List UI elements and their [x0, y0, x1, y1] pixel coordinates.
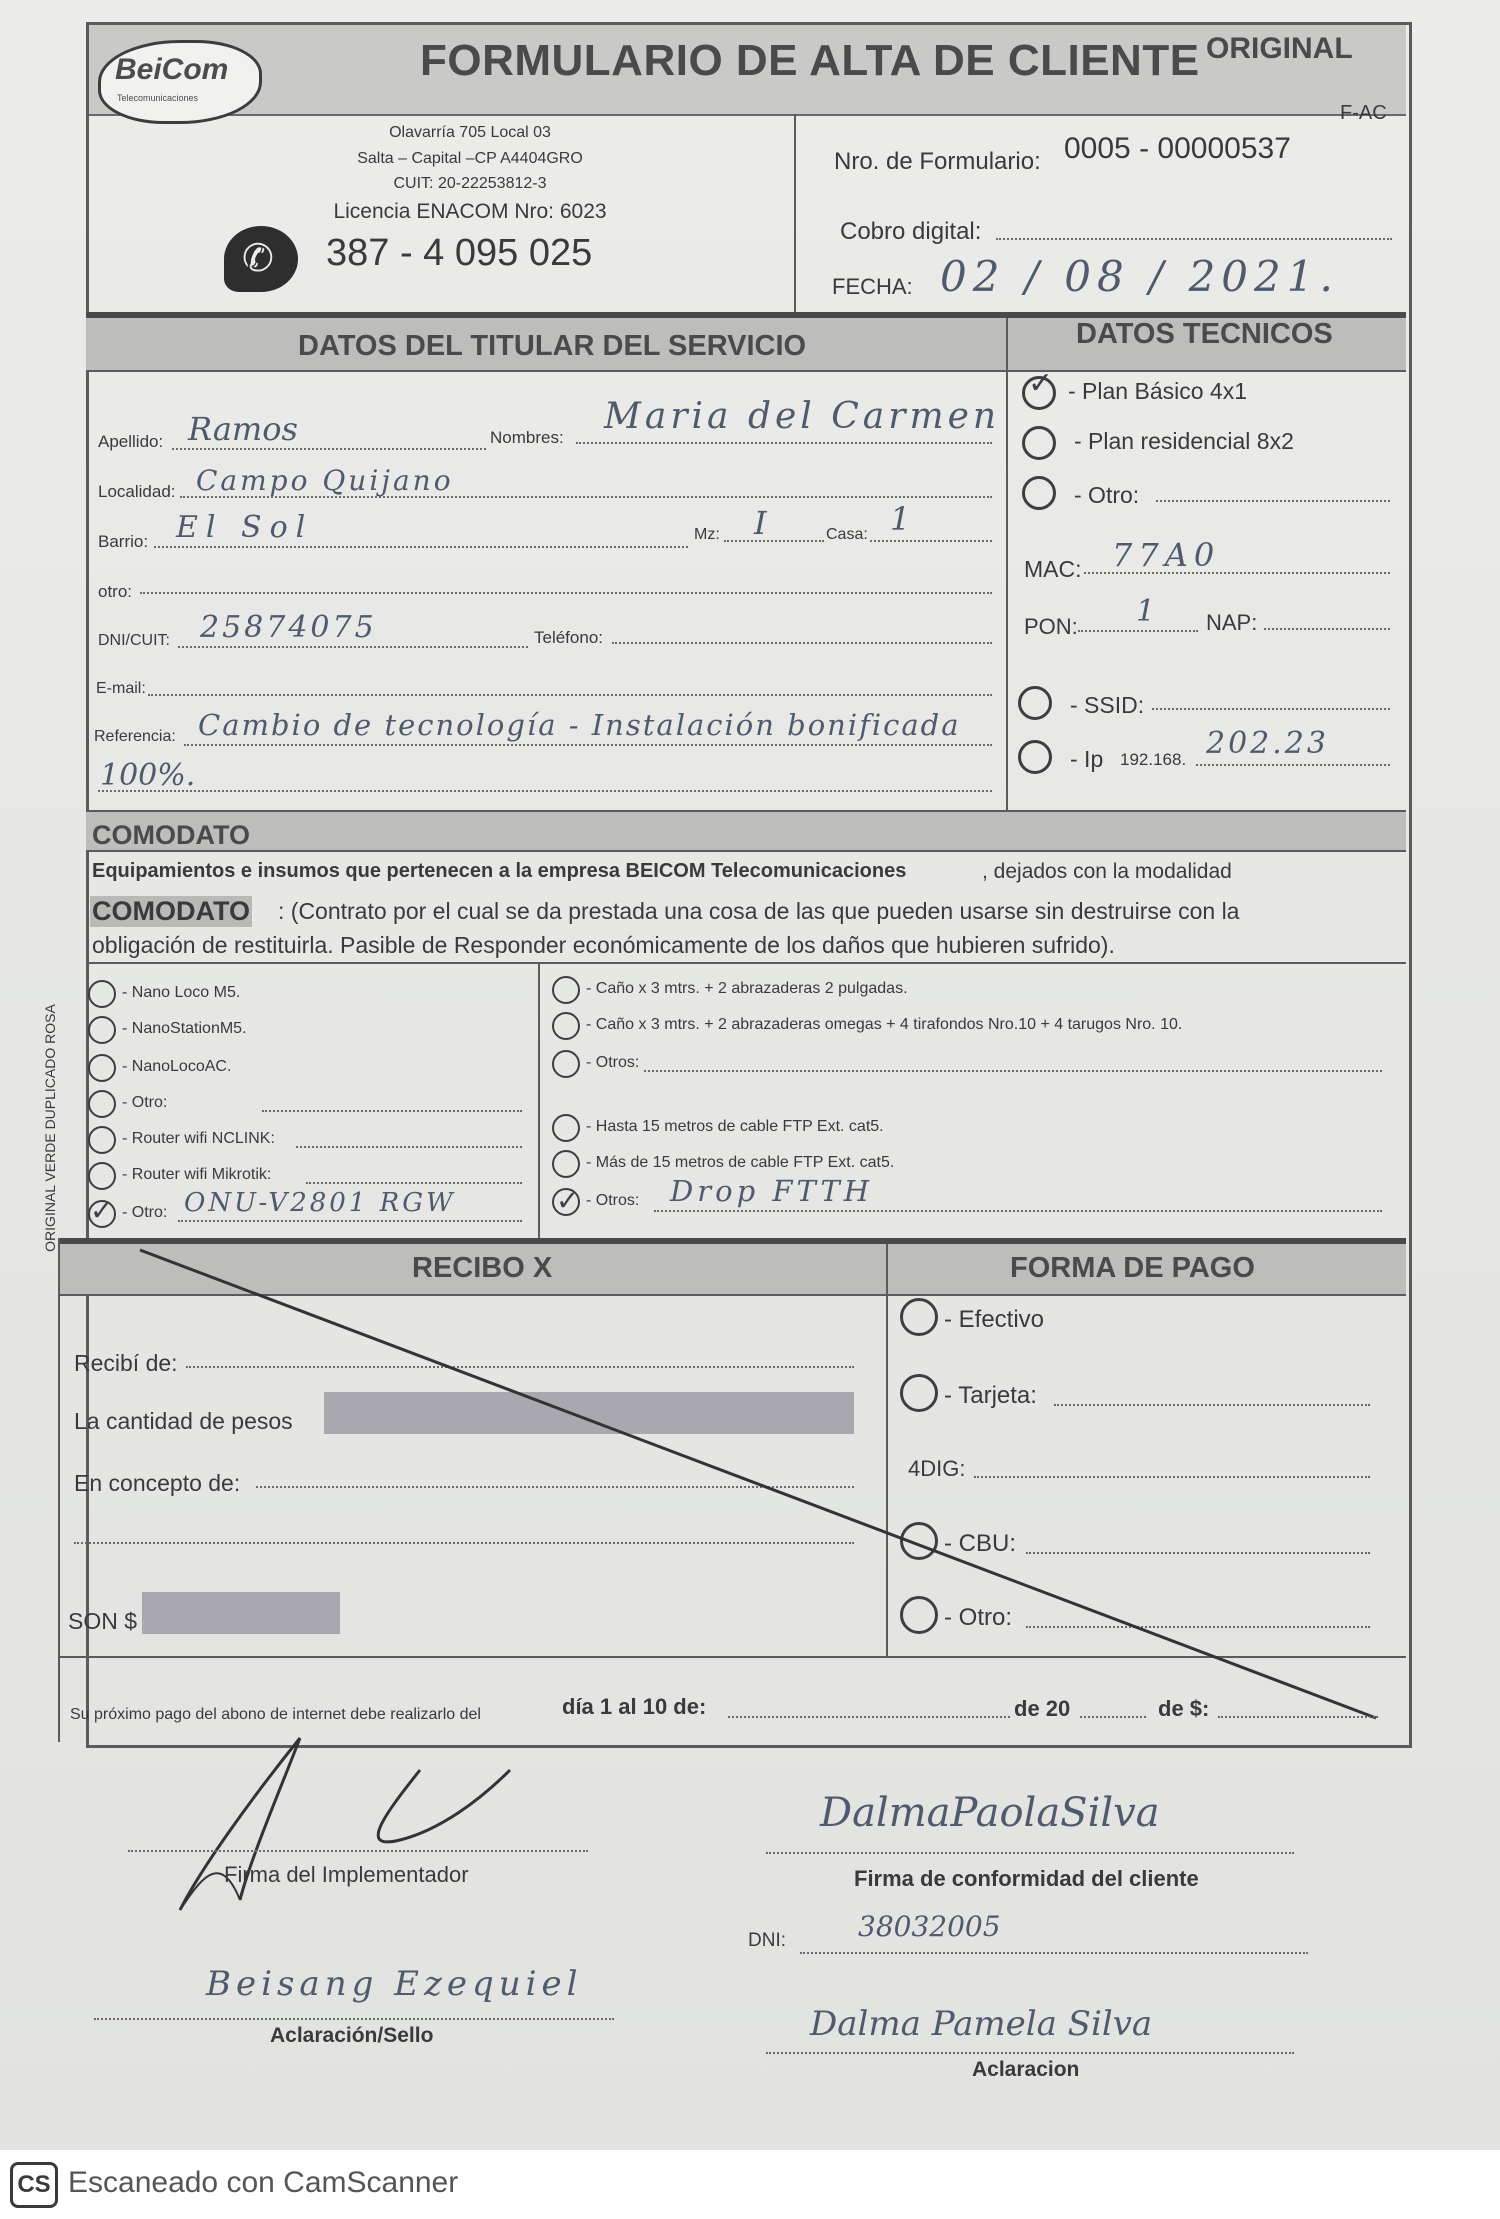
right-otros-check: ✓	[556, 1184, 580, 1217]
dni-firma-label: DNI:	[748, 1930, 786, 1951]
otro-label: otro:	[98, 582, 133, 601]
comodato-left-item-label-1: - NanoStationM5.	[122, 1020, 247, 1037]
cliente-label: Firma de conformidad del cliente	[854, 1866, 1199, 1891]
casa-value: 1	[890, 500, 911, 538]
copy-label: ORIGINAL	[1206, 32, 1353, 65]
comodato-left-item-label-2: - NanoLocoAC.	[122, 1058, 232, 1075]
casa-label: Casa:	[826, 526, 868, 543]
fecha-value: 02 / 08 / 2021.	[940, 252, 1339, 301]
implementador-line	[128, 1850, 588, 1852]
dni-cuit-label: DNI/CUIT:	[98, 632, 170, 649]
pon-value: 1	[1136, 594, 1156, 629]
comodato-left-item-label-3: - Otro:	[122, 1094, 168, 1111]
aclaracion-label: Aclaracion	[972, 2058, 1080, 2081]
comodato-right-item-label-5: - Otros:	[586, 1192, 640, 1209]
referencia-label: Referencia:	[94, 728, 176, 745]
right-otros-value: Drop FTTH	[670, 1174, 873, 1208]
apellido-value: Ramos	[188, 410, 298, 448]
comodato-definition-2: obligación de restituirla. Pasible de Responder económicamente de los daños que hubieren sufrido).	[92, 932, 1115, 958]
tecnicos-title: DATOS TECNICOS	[1076, 318, 1333, 350]
tarjeta-label: - Tarjeta:	[944, 1382, 1037, 1409]
otro-pago-label: - Otro:	[944, 1604, 1013, 1631]
comodato-left-item-label-5: - Router wifi Mikrotik:	[122, 1166, 272, 1183]
phone-number: 387 - 4 095 025	[326, 232, 593, 274]
efectivo-label: - Efectivo	[944, 1306, 1045, 1333]
recibi-label: Recibí de:	[74, 1350, 178, 1376]
whatsapp-icon: ✆	[224, 226, 298, 292]
aclaracion-sello-value: Beisang Ezequiel	[206, 1964, 583, 2004]
camscanner-text: Escaneado con CamScanner	[68, 2166, 459, 2199]
plan-residencial-label: - Plan residencial 8x2	[1074, 428, 1294, 454]
aclaracion-value: Dalma Pamela Silva	[810, 2004, 1153, 2044]
aclaracion-line	[766, 2052, 1294, 2054]
recibo-title: RECIBO X	[412, 1252, 553, 1284]
dig-label: 4DIG:	[908, 1456, 966, 1481]
localidad-label: Localidad:	[98, 482, 176, 501]
dni-firma-value: 38032005	[858, 1910, 1001, 1943]
nombres-value: Maria del Carmen	[604, 396, 1001, 437]
license: Licencia ENACOM Nro: 6023	[333, 200, 607, 223]
comodato-intro: Equipamientos e insumos que pertenecen a la empresa BEICOM Telecomunicaciones	[92, 860, 907, 882]
dni-cuit-value: 25874075	[200, 610, 377, 645]
forma-pago-title: FORMA DE PAGO	[1010, 1252, 1255, 1284]
comodato-right-item-label-0: - Caño x 3 mtrs. + 2 abrazaderas 2 pulgadas.	[586, 980, 908, 997]
copy-color-note: ORIGINAL VERDE DUPLICADO ROSA	[42, 1004, 58, 1252]
plan-basico-label: - Plan Básico 4x1	[1068, 378, 1247, 404]
ssid-label: - SSID:	[1070, 692, 1145, 718]
otro-plan-label: - Otro:	[1074, 482, 1140, 508]
cliente-signature: DalmaPaolaSilva	[820, 1790, 1160, 1836]
proximo-pago-text: Su próximo pago del abono de internet debe realizarlo del	[70, 1706, 481, 1723]
comodato-title: COMODATO	[92, 820, 250, 850]
barrio-label: Barrio:	[98, 532, 149, 551]
implementador-label: Firma del Implementador	[224, 1862, 469, 1887]
cuit: CUIT: 20-22253812-3	[393, 175, 547, 192]
son-label: SON $	[68, 1608, 138, 1634]
mac-label: MAC:	[1024, 556, 1082, 582]
apellido-label: Apellido:	[98, 432, 164, 451]
cbu-label: - CBU:	[944, 1530, 1016, 1557]
form-title: FORMULARIO DE ALTA DE CLIENTE	[420, 36, 1200, 85]
mac-value: 77A0	[1112, 536, 1221, 574]
comodato-definition-1: : (Contrato por el cual se da prestada una cosa de las que pueden usarse sin destruirse con la	[278, 898, 1240, 924]
comodato-term: COMODATO	[92, 896, 250, 926]
plan-basico-check: ✓	[1028, 366, 1054, 401]
left-otro-value: ONU-V2801 RGW	[184, 1188, 456, 1218]
fecha-label: FECHA:	[832, 274, 913, 299]
aclaracion-sello-label: Aclaración/Sello	[270, 2024, 434, 2047]
cantidad-label: La cantidad de pesos	[74, 1408, 293, 1434]
ip-label: - Ip	[1070, 746, 1104, 772]
concepto-label: En concepto de:	[74, 1470, 241, 1496]
form-number-label: Nro. de Formulario:	[834, 148, 1041, 175]
form-number: 0005 - 00000537	[1064, 132, 1291, 165]
aclaracion-sello-line	[94, 2018, 614, 2020]
mz-label: Mz:	[694, 526, 720, 543]
comodato-right-item-label-4: - Más de 15 metros de cable FTP Ext. cat5.	[586, 1154, 895, 1171]
comodato-left-item-label-4: - Router wifi NCLINK:	[122, 1130, 275, 1147]
nombres-label: Nombres:	[490, 428, 564, 447]
comodato-left-item-label-6: - Otro:	[122, 1204, 168, 1221]
beicom-logo: BeiCom Telecomunicaciones	[98, 40, 262, 124]
cliente-line	[766, 1852, 1294, 1854]
telefono-label: Teléfono:	[534, 628, 603, 647]
titular-title: DATOS DEL TITULAR DEL SERVICIO	[298, 330, 807, 362]
comodato-intro-tail: , dejados con la modalidad	[982, 860, 1232, 883]
left-otro-check: ✓	[90, 1194, 114, 1227]
dni-firma-line	[800, 1952, 1308, 1954]
localidad-value: Campo Quijano	[196, 464, 454, 497]
proximo-pago-de20: de 20	[1014, 1696, 1071, 1721]
comodato-right-item-label-1: - Caño x 3 mtrs. + 2 abrazaderas omegas + 4 tirafondos Nro.10 + 4 tarugos Nro. 10.	[586, 1016, 1183, 1033]
referencia-value-2: 100%.	[100, 758, 196, 793]
form-code: F-AC	[1340, 102, 1387, 124]
referencia-value-1: Cambio de tecnología - Instalación bonificada	[198, 708, 961, 742]
comodato-left-item-label-0: - Nano Loco M5.	[122, 984, 241, 1001]
ip-value: 202.23	[1206, 726, 1329, 761]
comodato-right-item-label-2: - Otros:	[586, 1054, 640, 1071]
comodato-right-item-label-3: - Hasta 15 metros de cable FTP Ext. cat5.	[586, 1118, 884, 1135]
cobro-label: Cobro digital:	[840, 218, 982, 245]
email-label: E-mail:	[96, 680, 146, 697]
barrio-value: El Sol	[176, 510, 314, 545]
pon-label: PON:	[1024, 614, 1078, 639]
address-line-1: Olavarría 705 Local 03	[389, 124, 551, 141]
nap-label: NAP:	[1206, 610, 1258, 635]
camscanner-logo: CS	[10, 2162, 58, 2208]
ip-prefix: 192.168.	[1120, 750, 1187, 769]
proximo-pago-monto: de $:	[1158, 1696, 1210, 1721]
address-line-2: Salta – Capital –CP A4404GRO	[357, 150, 583, 167]
mz-value: I	[754, 504, 767, 542]
proximo-pago-dias: día 1 al 10 de:	[562, 1694, 707, 1719]
